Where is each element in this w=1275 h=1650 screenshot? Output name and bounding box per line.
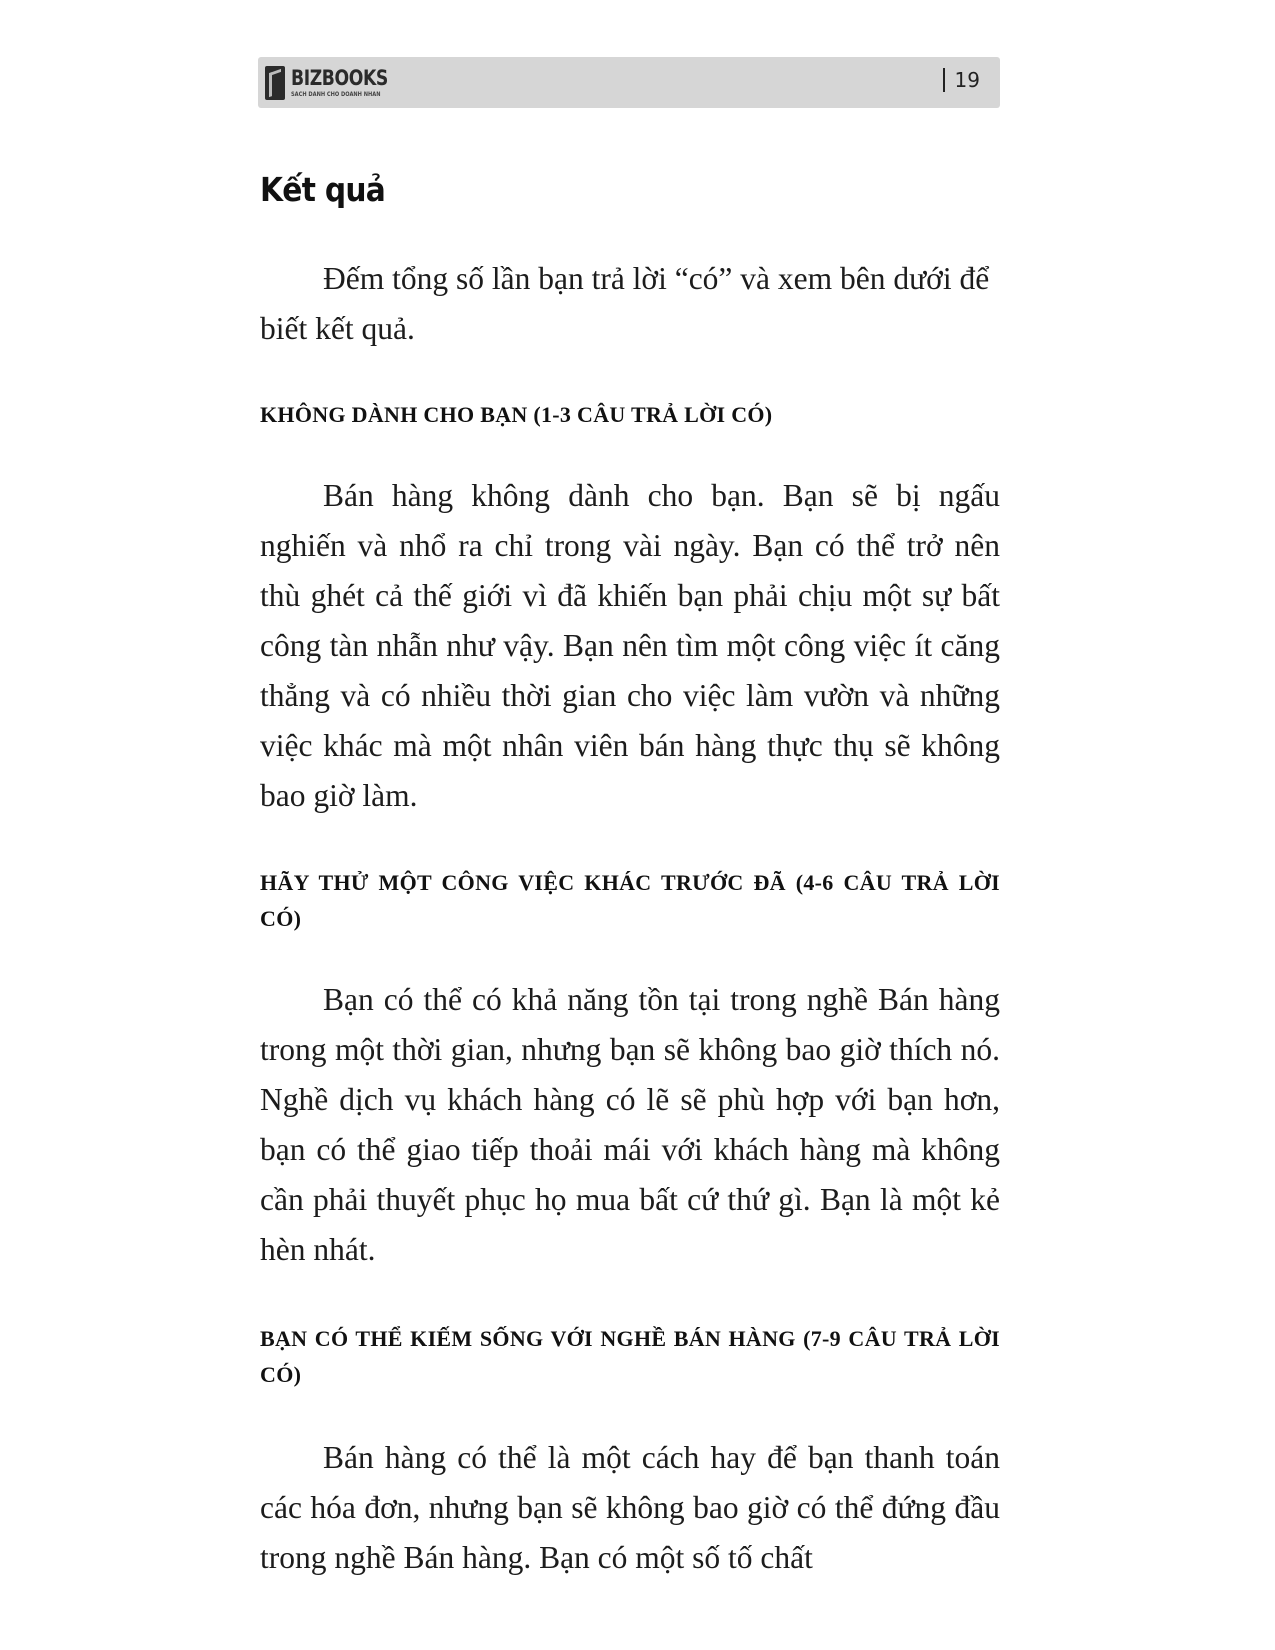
intro-paragraph: Đếm tổng số lần bạn trả lời “có” và xem bên dưới để biết kết quả. bbox=[260, 261, 990, 346]
result-paragraph-2: Bạn có thể có khả năng tồn tại trong nghề Bán hàng trong một thời gian, nhưng bạn sẽ không bao giờ thích nó. Nghề dịch vụ khách hàng có lẽ sẽ phù hợp với bạn hơn, bạn có thể giao tiếp thoải mái với khách hàng mà không cần phải thuyết phục họ mua bất cứ thứ gì. Bạn là một kẻ hèn nhát. bbox=[260, 982, 1000, 1267]
logo-name: BIZBOOKS bbox=[291, 66, 388, 90]
page-number bbox=[943, 68, 980, 92]
page-header bbox=[258, 57, 1000, 108]
result-paragraph-3: Bán hàng có thể là một cách hay để bạn thanh toán các hóa đơn, nhưng bạn sẽ không bao giờ có thể đứng đầu trong nghề Bán hàng. Bạn có một số tố chất bbox=[260, 1440, 1000, 1575]
result-heading-2: HÃY THỬ MỘT CÔNG VIỆC KHÁC TRƯỚC ĐÃ (4-6 CÂU TRẢ LỜI CÓ) bbox=[260, 870, 1000, 931]
page-number-text: 19 bbox=[954, 68, 980, 92]
page-content bbox=[260, 170, 1000, 1583]
result-heading-1: KHÔNG DÀNH CHO BẠN (1-3 CÂU TRẢ LỜI CÓ) bbox=[260, 402, 773, 427]
logo-tagline: SÁCH DÀNH CHO DOANH NHÂN bbox=[291, 91, 381, 98]
page-number-divider bbox=[943, 68, 945, 92]
result-heading-3: BẠN CÓ THỂ KIẾM SỐNG VỚI NGHỀ BÁN HÀNG (7-9 CÂU TRẢ LỜI CÓ) bbox=[260, 1326, 1000, 1387]
book-logo-icon bbox=[265, 66, 285, 100]
section-title: Kết quả bbox=[260, 170, 386, 209]
bizbooks-logo bbox=[265, 65, 409, 101]
result-paragraph-1: Bán hàng không dành cho bạn. Bạn sẽ bị ngấu nghiến và nhổ ra chỉ trong vài ngày. Bạn có thể trở nên thù ghét cả thế giới vì đã khiến bạn phải chịu một sự bất công tàn nhẫn như vậy. Bạn nên tìm một công việc ít căng thẳng và có nhiều thời gian cho việc làm vườn và những việc khác mà một nhân viên bán hàng thực thụ sẽ không bao giờ làm. bbox=[260, 478, 1000, 813]
